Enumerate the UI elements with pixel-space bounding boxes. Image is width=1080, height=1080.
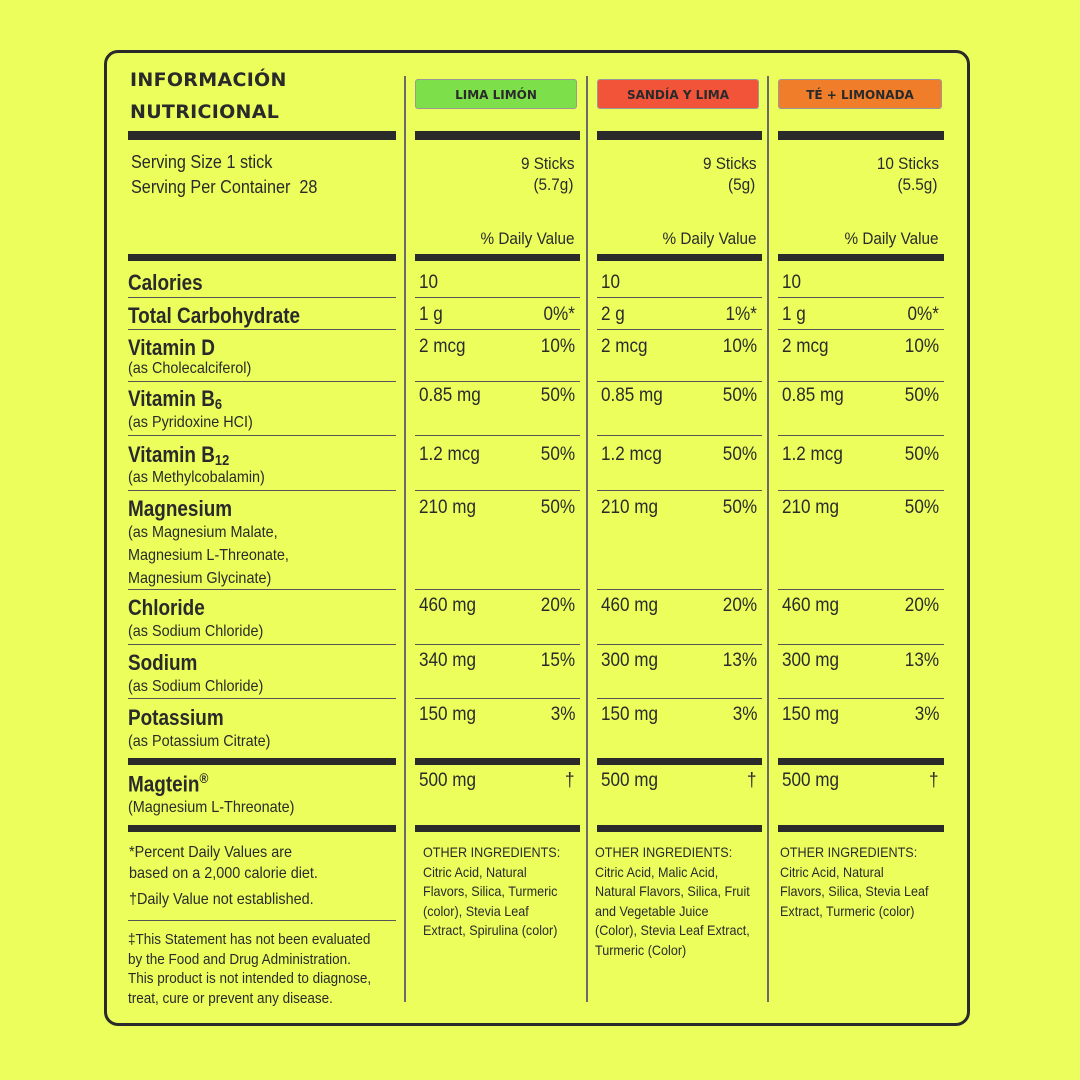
- nutrient-daily-value: 10%: [722, 336, 757, 357]
- nutrient-daily-value: 13%: [722, 650, 757, 671]
- row-divider: [778, 490, 944, 491]
- row-divider: [597, 589, 762, 590]
- nutrient-name: [128, 705, 224, 731]
- nutrient-amount: 10: [419, 272, 439, 293]
- nutrient-daily-value: 50%: [904, 444, 939, 465]
- serving-weight-0: (5.7g): [533, 175, 573, 194]
- nutrient-amount: 2 mcg: [782, 336, 829, 357]
- daily-value-header-2: % Daily Value: [844, 229, 939, 248]
- column-divider: [767, 76, 769, 1002]
- row-divider: [415, 297, 580, 298]
- nutrient-source: (as Sodium Chloride): [128, 678, 264, 695]
- nutrient-amount: 1 g: [782, 304, 806, 325]
- nutrient-amount: 460 mg: [601, 595, 659, 616]
- nutrient-amount: 10: [601, 272, 621, 293]
- nutrient-amount: 500 mg: [782, 770, 840, 791]
- row-divider: [597, 381, 762, 382]
- row-divider: [597, 644, 762, 645]
- footnote-percent: [129, 842, 318, 884]
- section-bar-col-2: [778, 254, 944, 261]
- title-line-2: NUTRICIONAL: [130, 101, 280, 123]
- nutrient-daily-value: 50%: [722, 444, 757, 465]
- footnote-statement-line-3: This product is not intended to diagnose,: [128, 970, 372, 987]
- nutrient-daily-value: 50%: [540, 497, 575, 518]
- nutrient-name-text: Magnesium: [128, 496, 233, 521]
- row-divider: [778, 698, 944, 699]
- other-ingredients-line: Natural Flavors, Silica, Fruit: [595, 883, 750, 899]
- servings-per-container-value: 28: [299, 177, 318, 197]
- nutrient-daily-value: 3%: [914, 704, 939, 725]
- nutrient-source: (Magnesium L-Threonate): [128, 799, 295, 816]
- nutrient-source: (as Pyridoxine HCI): [128, 414, 253, 431]
- nutrient-name-text: Total Carbohydrate: [128, 303, 301, 328]
- servings-per-container: [131, 175, 317, 199]
- row-divider: [778, 381, 944, 382]
- nutrient-name: [128, 770, 208, 797]
- nutrient-daily-value: 0%*: [907, 304, 939, 325]
- nutrient-amount: 500 mg: [601, 770, 659, 791]
- nutrient-source: (as Sodium Chloride): [128, 623, 264, 640]
- nutrient-daily-value: 3%: [732, 704, 757, 725]
- footnote-statement-line-2: by the Food and Drug Administration.: [128, 950, 351, 968]
- nutrient-name-text: Vitamin B: [128, 442, 215, 467]
- nutrient-daily-value: 50%: [540, 385, 575, 406]
- nutrient-daily-value: 50%: [904, 385, 939, 406]
- other-ingredients-line: Citric Acid, Malic Acid,: [595, 863, 719, 880]
- nutrient-amount: 210 mg: [601, 497, 659, 518]
- row-divider: [597, 698, 762, 699]
- servings-count-1: 9 Sticks: [703, 154, 757, 173]
- other-ingredients-line: Flavors, Silica, Stevia Leaf: [780, 883, 929, 899]
- nutrient-amount: 1.2 mcg: [782, 444, 843, 465]
- nutrient-amount: 150 mg: [601, 704, 659, 725]
- nutrient-source: Magnesium L-Threonate,: [128, 547, 289, 564]
- nutrient-name-subscript: 6: [214, 396, 223, 413]
- nutrient-amount: 1.2 mcg: [601, 444, 662, 465]
- section-bar-left: [128, 131, 396, 140]
- other-ingredients-line: Citric Acid, Natural: [780, 863, 884, 880]
- row-divider: [128, 589, 396, 590]
- other-ingredients-line: and Vegetable Juice: [595, 902, 709, 919]
- row-divider: [128, 435, 396, 436]
- nutrient-source: (as Methylcobalamin): [128, 469, 265, 486]
- other-ingredients-line: (Color), Stevia Leaf Extract,: [595, 922, 750, 938]
- nutrient-name-text: Vitamin D: [128, 335, 215, 360]
- nutrient-daily-value: †: [565, 770, 575, 791]
- nutrient-amount: 0.85 mg: [601, 385, 663, 406]
- other-ingredients-line: Extract, Spirulina (color): [423, 922, 558, 938]
- nutrient-daily-value: 20%: [722, 595, 757, 616]
- row-divider: [128, 297, 396, 298]
- nutrient-amount: 460 mg: [782, 595, 840, 616]
- footnote-percent-line-2: based on a 2,000 calorie diet.: [129, 865, 318, 882]
- daily-value-header-1: % Daily Value: [662, 229, 757, 248]
- column-divider: [586, 76, 588, 1002]
- nutrient-daily-value: 50%: [540, 444, 575, 465]
- nutrient-name: [128, 595, 205, 621]
- section-bar-col-2: [778, 825, 944, 832]
- section-bar-col-0: [415, 254, 580, 261]
- nutrient-daily-value: †: [929, 770, 939, 791]
- registered-mark: ®: [199, 770, 209, 786]
- nutrient-amount: 2 mcg: [601, 336, 648, 357]
- nutrient-amount: 500 mg: [419, 770, 477, 791]
- nutrient-name-text: Magtein: [128, 771, 200, 797]
- row-divider: [778, 329, 944, 330]
- section-bar-col-1: [597, 758, 762, 765]
- nutrient-name-text: Potassium: [128, 705, 224, 730]
- nutrient-name: [128, 442, 229, 469]
- section-bar-col-0: [415, 825, 580, 832]
- other-ingredients-label: OTHER INGREDIENTS:: [595, 844, 733, 860]
- row-divider: [128, 644, 396, 645]
- nutrient-amount: 300 mg: [601, 650, 659, 671]
- row-divider: [415, 589, 580, 590]
- nutrient-name: [128, 650, 197, 676]
- panel-title: [130, 64, 287, 128]
- nutrient-source: Magnesium Glycinate): [128, 570, 272, 587]
- other-ingredients-line: Flavors, Silica, Turmeric: [423, 883, 558, 899]
- row-divider: [415, 698, 580, 699]
- nutrient-daily-value: 10%: [904, 336, 939, 357]
- footnote-statement-line-1: ‡This Statement has not been evaluated: [128, 931, 371, 948]
- nutrient-name-subscript: 12: [214, 452, 230, 469]
- nutrient-daily-value: 50%: [904, 497, 939, 518]
- column-divider: [404, 76, 406, 1002]
- nutrient-name-text: Chloride: [128, 595, 205, 620]
- footnote-dagger: †Daily Value not established.: [129, 891, 314, 908]
- nutrient-amount: 0.85 mg: [419, 385, 481, 406]
- nutrient-amount: 150 mg: [782, 704, 840, 725]
- nutrient-daily-value: 15%: [540, 650, 575, 671]
- row-divider: [415, 435, 580, 436]
- title-line-1: INFORMACIÓN: [130, 69, 287, 91]
- section-bar-col-0: [415, 131, 580, 140]
- servings-count-2: 10 Sticks: [876, 154, 939, 173]
- servings-per-container-label: Serving Per Container: [131, 177, 291, 197]
- row-divider: [597, 490, 762, 491]
- nutrient-name: [128, 270, 203, 296]
- nutrient-name: [128, 496, 232, 522]
- row-divider: [415, 490, 580, 491]
- row-divider: [128, 490, 396, 491]
- nutrient-name-text: Sodium: [128, 650, 198, 675]
- nutrient-source: (as Cholecalciferol): [128, 360, 252, 377]
- nutrient-amount: 340 mg: [419, 650, 477, 671]
- nutrient-daily-value: 0%*: [543, 304, 575, 325]
- nutrient-amount: 10: [782, 272, 802, 293]
- section-bar-left: [128, 825, 396, 832]
- other-ingredients-line: (color), Stevia Leaf: [423, 902, 529, 919]
- section-bar-col-2: [778, 758, 944, 765]
- footnote-statement: [128, 930, 371, 1008]
- row-divider: [128, 698, 396, 699]
- other-ingredients-line: Citric Acid, Natural: [423, 863, 527, 880]
- row-divider: [597, 329, 762, 330]
- nutrient-amount: 1 g: [419, 304, 443, 325]
- nutrient-daily-value: 20%: [540, 595, 575, 616]
- section-bar-col-0: [415, 758, 580, 765]
- nutrient-amount: 2 mcg: [419, 336, 466, 357]
- nutrient-amount: 1.2 mcg: [419, 444, 480, 465]
- nutrient-source: (as Magnesium Malate,: [128, 524, 278, 541]
- servings-count-0: 9 Sticks: [521, 154, 575, 173]
- row-divider: [778, 297, 944, 298]
- nutrient-daily-value: 50%: [722, 385, 757, 406]
- nutrient-name: [128, 303, 300, 329]
- row-divider: [778, 589, 944, 590]
- footnote-percent-line-1: *Percent Daily Values are: [129, 844, 293, 861]
- serving-size: Serving Size 1 stick: [131, 152, 273, 172]
- daily-value-header-0: % Daily Value: [480, 229, 575, 248]
- section-bar-col-2: [778, 131, 944, 140]
- flavor-badge-sandia-lima: SANDÍA Y LIMA: [597, 79, 759, 109]
- nutrient-amount: 0.85 mg: [782, 385, 844, 406]
- nutrient-name-text: Vitamin B: [128, 386, 215, 411]
- nutrient-daily-value: 10%: [540, 336, 575, 357]
- other-ingredients-label: OTHER INGREDIENTS:: [423, 844, 561, 860]
- footnote-statement-line-4: treat, cure or prevent any disease.: [128, 989, 333, 1007]
- section-bar-left: [128, 758, 396, 765]
- other-ingredients-line: Turmeric (Color): [595, 941, 687, 958]
- nutrient-daily-value: 1%*: [725, 304, 757, 325]
- nutrient-daily-value: 13%: [904, 650, 939, 671]
- section-bar-left: [128, 254, 396, 261]
- row-divider: [415, 329, 580, 330]
- row-divider: [415, 644, 580, 645]
- section-bar-col-1: [597, 131, 762, 140]
- nutrient-amount: 2 g: [601, 304, 625, 325]
- nutrient-amount: 210 mg: [419, 497, 477, 518]
- nutrient-amount: 210 mg: [782, 497, 840, 518]
- nutrient-source: (as Potassium Citrate): [128, 733, 271, 750]
- nutrient-daily-value: 3%: [550, 704, 575, 725]
- nutrient-amount: 150 mg: [419, 704, 477, 725]
- serving-weight-2: (5.5g): [897, 175, 937, 194]
- other-ingredients-label: OTHER INGREDIENTS:: [780, 844, 918, 860]
- nutrient-daily-value: †: [747, 770, 757, 791]
- row-divider: [597, 297, 762, 298]
- row-divider: [778, 435, 944, 436]
- flavor-badge-lima-limon: LIMA LIMÓN: [415, 79, 577, 109]
- section-bar-col-1: [597, 825, 762, 832]
- serving-weight-1: (5g): [727, 175, 755, 194]
- nutrient-amount: 460 mg: [419, 595, 477, 616]
- row-divider: [128, 381, 396, 382]
- other-ingredients-line: Extract, Turmeric (color): [780, 902, 915, 919]
- row-divider: [128, 329, 396, 330]
- nutrient-name: [128, 386, 222, 413]
- flavor-badge-te-limonada: TÉ + LIMONADA: [778, 79, 942, 109]
- row-divider: [778, 644, 944, 645]
- nutrient-daily-value: 50%: [722, 497, 757, 518]
- footnote-divider: [128, 920, 396, 921]
- row-divider: [597, 435, 762, 436]
- nutrient-name-text: Calories: [128, 270, 203, 295]
- nutrient-amount: 300 mg: [782, 650, 840, 671]
- nutrient-daily-value: 20%: [904, 595, 939, 616]
- row-divider: [415, 381, 580, 382]
- section-bar-col-1: [597, 254, 762, 261]
